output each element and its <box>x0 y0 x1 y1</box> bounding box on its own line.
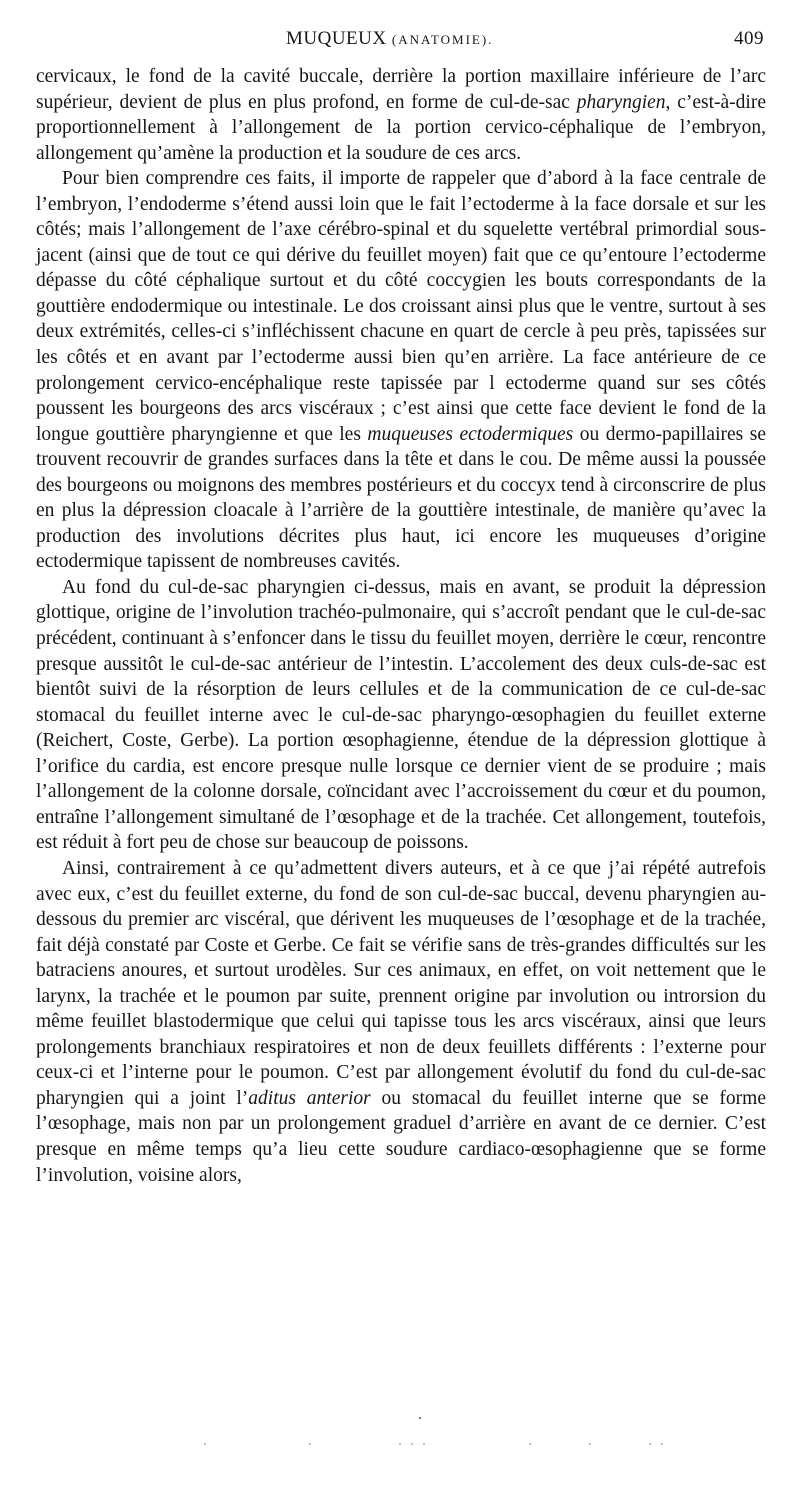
text-run: ou dermo-papillaires se trouvent recouvrir de grandes surfaces dans la tête et dans le cou. De même aussi la poussée des bourgeons ou moignons des membres postérieurs et du coccyx tend à circonscrire de plus en plus la dépression cloacale à l’arrière de la gouttière intestinale, de manière qu’avec la production des involutions décrites plus haut, ici encore les muqueuses d’origine ectodermique tapissent de nombreuses cavités. <box>36 423 766 573</box>
paragraph-2 <box>36 166 766 575</box>
paragraph-1 <box>36 64 766 166</box>
paragraph-4 <box>36 856 766 1188</box>
document-page <box>36 28 766 1188</box>
paragraph-3 <box>36 575 766 856</box>
text-run: Ainsi, contrairement à ce qu’admettent divers auteurs, et à ce que j’ai répété autrefois avec eux, c’est du feuillet externe, du fond de son cul-de-sac buccal, devenu pharyngien au-dessous du premier arc viscéral, que dérivent les muqueuses de l’œsophage et de la trachée, fait déjà constaté par Coste et Gerbe. Ce fait se vérifie sans de très-grandes difficultés sur les batraciens anoures, et surtout urodèles. Sur ces animaux, en effet, on voit nettement que le larynx, la trachée et le poumon par suite, prennent origine par involution ou introrsion du même feuillet blastodermique que celui qui tapisse tous les arcs viscéraux, ainsi que leurs prolongements branchiaux respiratoires et non de deux feuillets différents : l’externe pour ceux-ci et l’interne pour le poumon. C’est par allongement évolutif du fond du cul-de-sac pharyngien qui a joint l’ <box>36 857 766 1109</box>
text-run: , c’est-à-dire proportionnellement à l’allongement de la portion cervico-céphalique de l’embryon, allongement qu’amène la production et la soudure de ces arcs. <box>36 91 766 164</box>
running-head <box>36 28 766 60</box>
page-number: 409 <box>734 28 764 49</box>
italic-term: muqueuses ectodermiques <box>367 423 574 445</box>
italic-term: pharyngien <box>576 91 666 113</box>
italic-term: aditus anterior <box>248 1087 371 1109</box>
text-run: ou stomacal du feuillet interne que se forme l’œsophage, mais non par un prolongement graduel d’arrière en avant de ce dernier. C’est presque en même temps qu’a lieu cette soudure cardiaco-œsophagienne que se forme l’involution, voisine alors, <box>36 1087 766 1186</box>
text-run: Pour bien comprendre ces faits, il importe de rappeler que d’abord à la face centrale de l’embryon, l’endoderme s’étend aussi loin que le fait l’ectoderme à la face dorsale et sur les côtés; mais l’allongement de l’axe cérébro-spinal et du squelette vertébral primordial sous-jacent (ainsi que de tout ce qui dérive du feuillet moyen) fait que ce qu’entoure l’ectoderme dépasse du côté céphalique surtout et du côté coccygien les bouts correspondants de la gouttière endodermique ou intestinale. Le dos croissant ainsi plus que le ventre, surtout à ses deux extrémités, celles-ci s’infléchissent chacune en quart de cercle à peu près, tapissées sur les côtés et en avant par l’ectoderme aussi bien qu’en arrière. La face antérieure de ce prolongement cervico-encéphalique reste tapissée par l ectoderme quand sur ses côtés poussent les bourgeons des arcs viscéraux ; c’est ainsi que cette face devient le fond de la longue gouttière pharyngienne et que les <box>36 168 766 445</box>
running-title-main: MUQUEUX <box>286 28 387 49</box>
text-run: cervicaux, le fond de la cavité buccale, derrière la portion maxillaire inférieure de l’arc supérieur, devient de plus en plus profond, en forme de cul-de-sac <box>36 66 766 113</box>
body-text <box>36 64 766 1188</box>
text-run: Au fond du cul-de-sac pharyngien ci-dessus, mais en avant, se produit la dépression glottique, origine de l’involution trachéo-pulmonaire, qui s’accroît pendant que le cul-de-sac précédent, continuant à s’enfoncer dans le tissu du feuillet moyen, derrière le cœur, rencontre presque aussitôt le cul-de-sac antérieur de l’intestin. L’accolement des deux culs-de-sac est bientôt suivi de la résorption de leurs cellules et de la communication de ce cul-de-sac stomacal du feuillet interne avec le cul-de-sac pharyngo-œsophagien du feuillet externe (Reichert, Coste, Gerbe). La portion œsophagienne, étendue de la dépression glottique à l’orifice du cardia, est encore presque nulle lorsque ce dernier vient de se produire ; mais l’allongement de la colonne dorsale, coïncidant avec l’accroissement du cœur et du poumon, entraîne l’allongement simultané de l’œsophage et de la trachée. Cet allongement, toutefois, est réduit à fort peu de chose sur beaucoup de poissons. <box>36 576 766 854</box>
running-title <box>286 28 493 50</box>
running-title-sub: (ANATOMIE). <box>391 32 494 47</box>
page-footer-specks <box>200 1412 680 1452</box>
